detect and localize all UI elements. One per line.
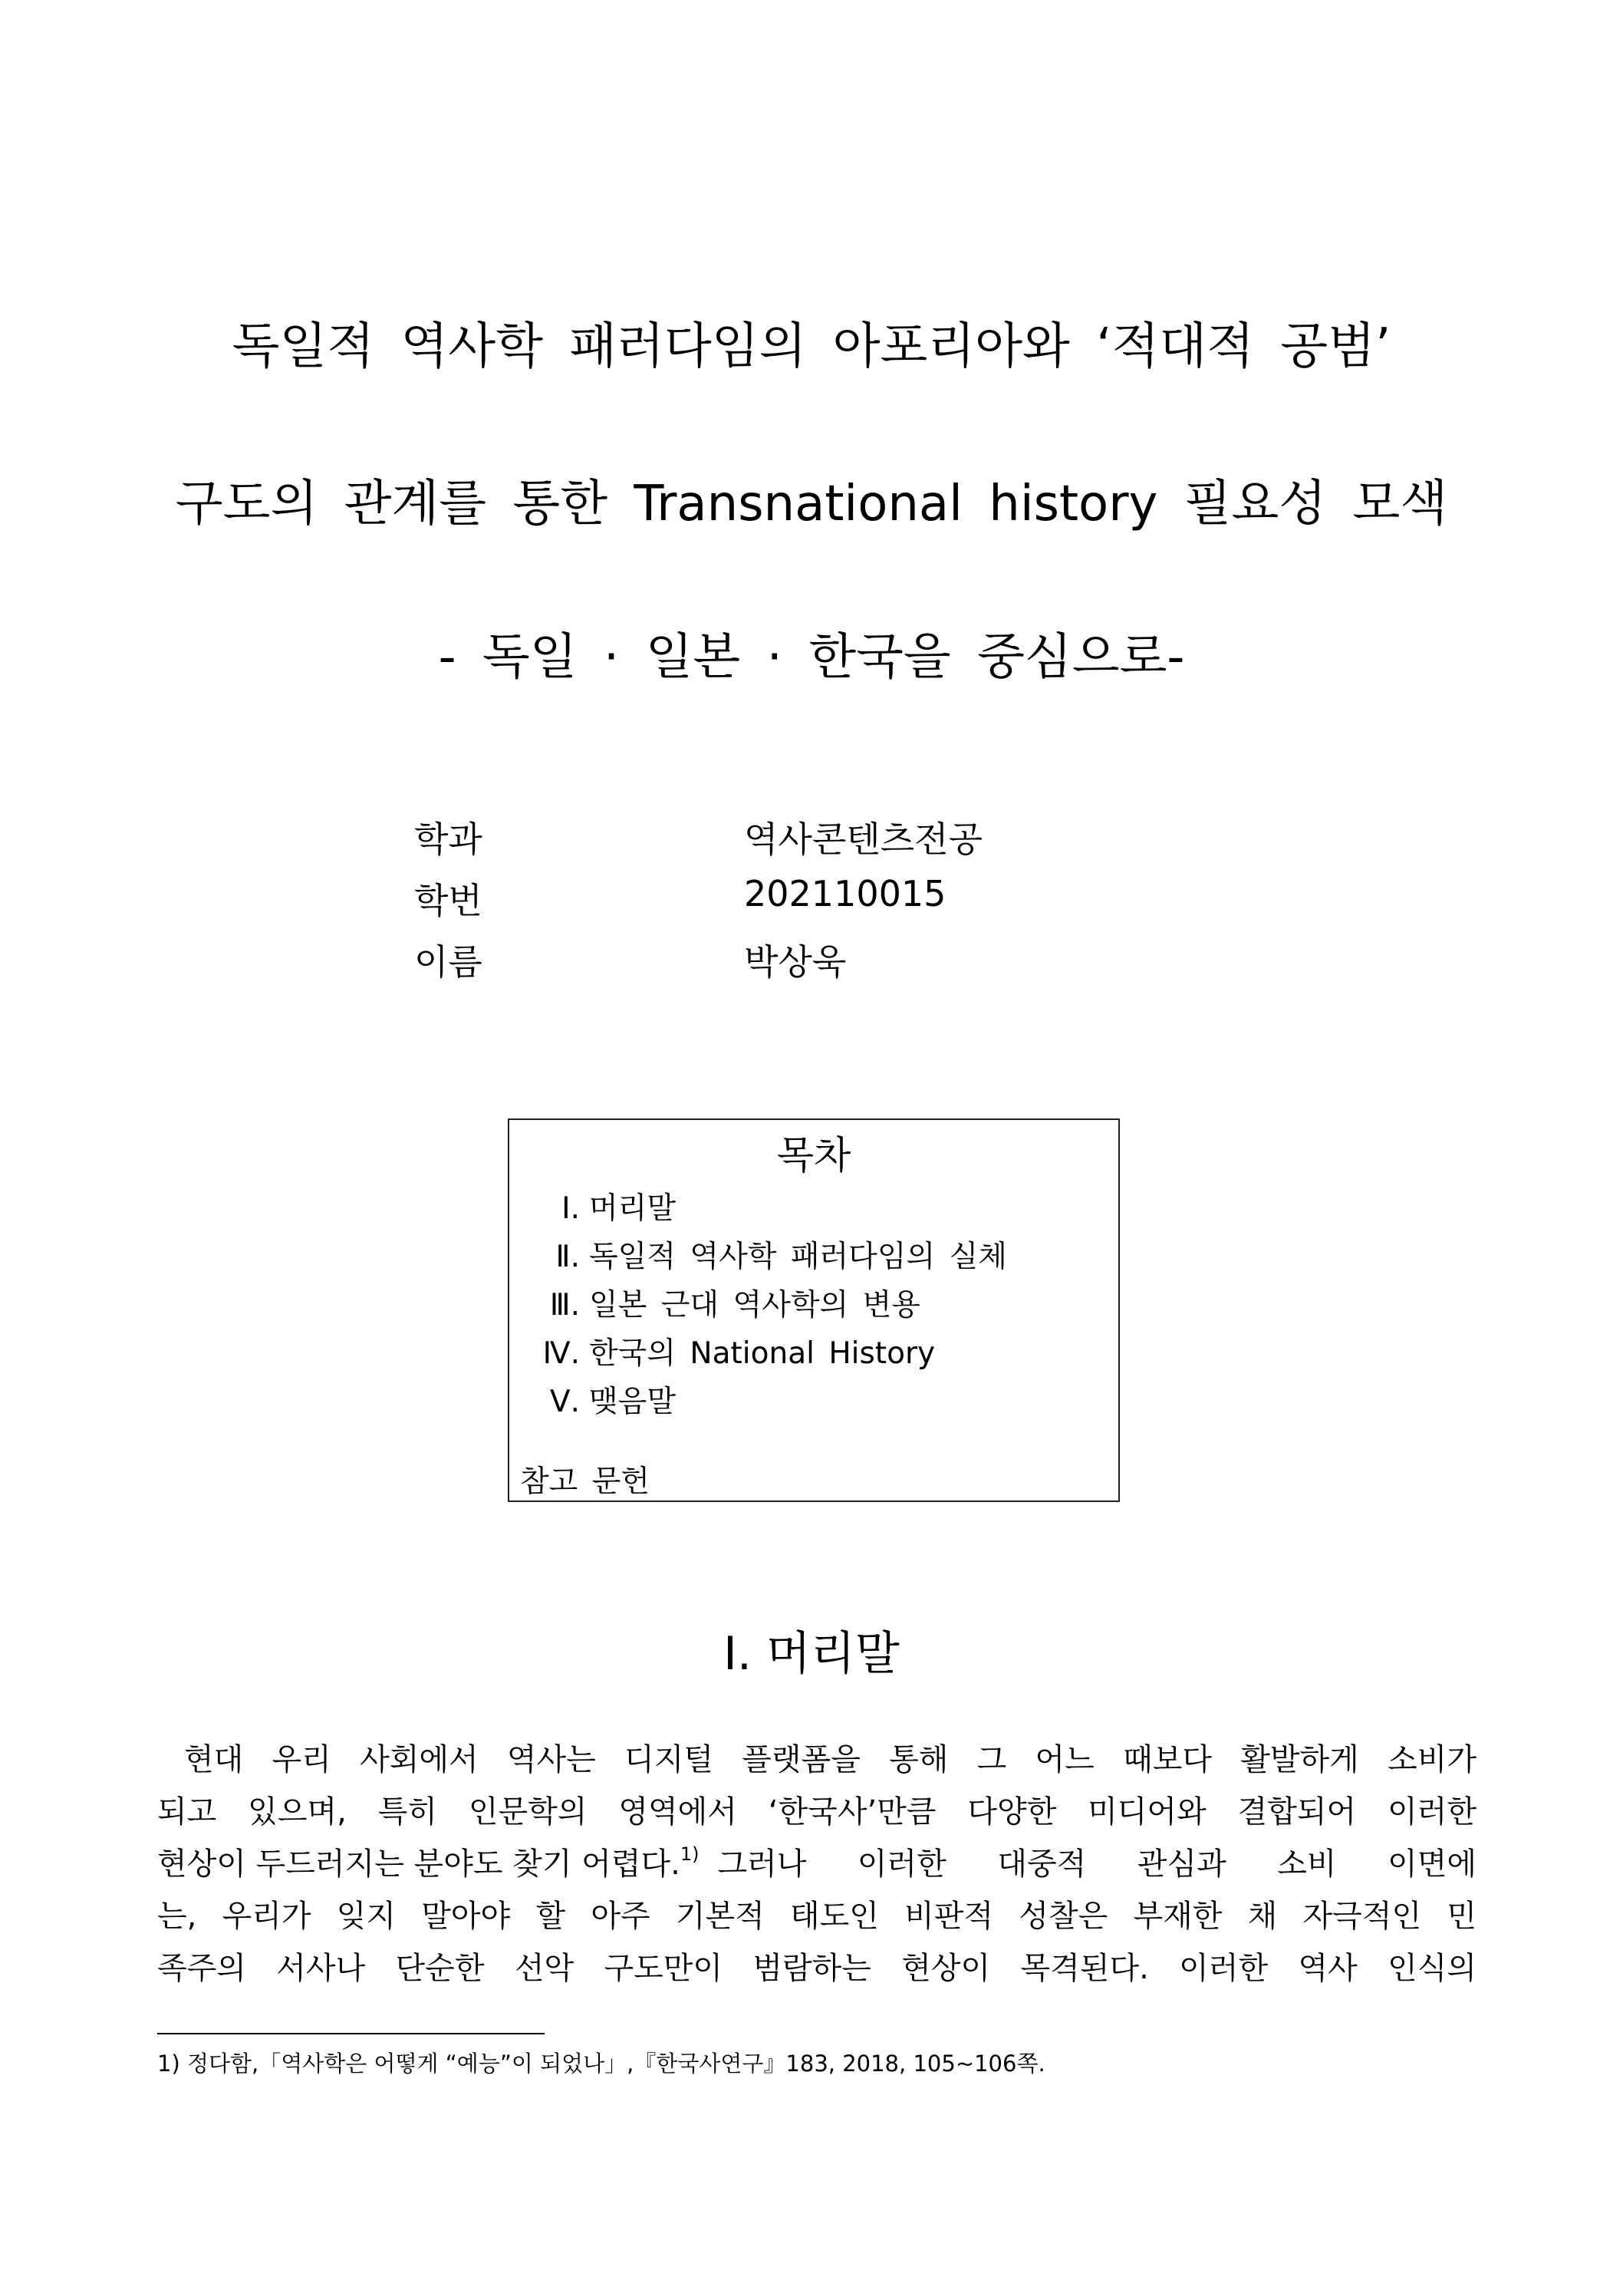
body-line: 는, 우리가 잊지 말아야 할 아주 기본적 태도인 비판적 성찰은 부재한 채 자극적인 민	[157, 1899, 1477, 1934]
body-text	[157, 1840, 699, 1883]
toc-label: 맺음말	[589, 1385, 677, 1419]
toc-references: 참고 문헌	[520, 1464, 650, 1499]
toc-item	[532, 1378, 676, 1421]
body-line	[157, 1840, 1477, 1883]
info-value-department: 역사콘텐츠전공	[744, 819, 983, 860]
toc-label: 독일적 역사학 패러다임의 실체	[589, 1240, 1007, 1274]
toc-number: Ⅰ.	[561, 1191, 580, 1226]
body-text-part: 현상이 두드러지는 분야도 찾기 어렵다.	[157, 1846, 680, 1882]
toc-number: Ⅳ.	[542, 1336, 580, 1371]
toc-number: Ⅲ.	[549, 1288, 580, 1323]
info-value-name: 박상욱	[744, 941, 847, 983]
toc-label: 일본 근대 역사학의 변용	[589, 1288, 920, 1323]
subtitle: - 독일 · 일본 · 한국을 중심으로-	[438, 629, 1185, 686]
toc-item	[532, 1329, 935, 1372]
title-line-1: 독일적 역사학 패러다임의 아포리아와 ‘적대적 공범’	[232, 318, 1391, 375]
body-line: 되고 있으며, 특히 인문학의 영역에서 ‘한국사’만큼 다양한 미디어와 결합되어 이러한	[157, 1794, 1477, 1830]
toc-label: 머리말	[589, 1191, 677, 1226]
toc-item	[532, 1281, 920, 1324]
info-value-student-id: 202110015	[744, 873, 946, 914]
info-label-department: 학과	[414, 819, 482, 860]
title-line-2: 구도의 관계를 통한 Transnational history 필요성 모색	[175, 476, 1448, 532]
info-label-name: 이름	[414, 941, 482, 983]
footnote: 1) 정다함,「역사학은 어떻게 “예능”이 되었나」,『한국사연구』183, 2018, 105~106쪽.	[157, 2051, 1045, 2077]
toc-number: Ⅴ.	[549, 1385, 580, 1419]
toc-item	[532, 1184, 676, 1227]
toc-number: Ⅱ.	[555, 1240, 580, 1274]
footnote-divider	[157, 2033, 545, 2034]
body-line: 족주의 서사나 단순한 선악 구도만이 범람하는 현상이 목격된다. 이러한 역사 인식의	[157, 1951, 1477, 1986]
section-heading: Ⅰ. 머리말	[723, 1627, 900, 1681]
toc-heading: 목차	[776, 1133, 851, 1178]
table-of-contents	[508, 1118, 1120, 1502]
body-line: 현대 우리 사회에서 역사는 디지털 플랫폼을 통해 그 어느 때보다 활발하게 소비가	[184, 1742, 1477, 1777]
info-label-student-id: 학번	[414, 880, 482, 921]
body-text: 그러나 이러한 대중적 관심과 소비 이면에	[717, 1846, 1477, 1882]
toc-label: 한국의 National History	[589, 1336, 936, 1371]
footnote-reference[interactable]: 1)	[680, 1843, 700, 1865]
toc-item	[532, 1233, 1007, 1276]
